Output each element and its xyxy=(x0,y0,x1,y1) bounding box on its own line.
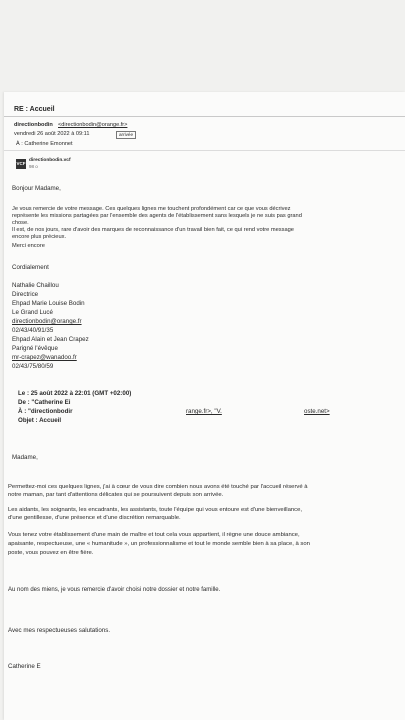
reply-line: Je vous remercie de votre message. Ces quelques lignes me touchent profondément car ce que vous décrivez xyxy=(12,206,291,212)
original-from: De : "Catherine Ei xyxy=(18,399,71,406)
reply-line: chose. xyxy=(12,220,29,226)
reply-line: Il est, de nos jours, rare d'avoir des marques de reconnaissance d'un travail bien fait, ce qui rend votre message xyxy=(12,227,294,233)
original-date: Le : 25 août 2022 à 22:01 (GMT +02:00) xyxy=(18,390,132,397)
original-line: Vous tenez votre établissement d'une main de maître et tout cela vous appartient, il règne une douce ambiance, xyxy=(8,532,300,538)
reply-line: Cordialement xyxy=(12,264,49,271)
signature-email-link[interactable]: mr-crapez@wanadoo.fr xyxy=(12,354,77,361)
signature-line: 02/43/40/91/35 xyxy=(12,327,54,334)
status-badge: arrivée xyxy=(116,131,136,139)
signature-line: Parigné l'évêque xyxy=(12,345,58,352)
original-subject: Objet : Accueil xyxy=(18,417,62,424)
signature-line: 02/43/75/80/59 xyxy=(12,363,54,370)
original-line: Avec mes respectueuses salutations. xyxy=(8,627,111,634)
email-subject: RE : Accueil xyxy=(14,106,55,113)
to-line: À : Catherine Emonnet xyxy=(16,141,73,147)
original-to: À : "directionbodir xyxy=(18,408,73,415)
reply-line: Merci encore xyxy=(12,243,45,249)
attachment-name[interactable]: directionbodin.vcf xyxy=(29,158,71,163)
original-line: apaisante, respectueuse, une « humanitude », un professionnalisme et tout le monde semble bien à sa place, à son xyxy=(8,541,310,547)
reply-line: représente les missions partagées par l'ensemble des agents de l'établissement sans lesquels je ne suis pas grand xyxy=(12,213,302,219)
email-date: vendredi 26 août 2022 à 09:11 xyxy=(14,131,90,137)
original-to-recipient: oste.net> xyxy=(304,408,330,415)
sender-name: directionbodin xyxy=(14,122,53,128)
original-line: d'une gentillesse, d'une présence et d'une discrétion remarquable. xyxy=(8,515,181,521)
signature-line: Ehpad Alain et Jean Crapez xyxy=(12,336,89,343)
divider xyxy=(4,116,405,117)
reply-line: encore plus précieux. xyxy=(12,234,67,240)
signature-line: Ehpad Marie Louise Bodin xyxy=(12,300,85,307)
email-printout xyxy=(4,92,405,720)
signature-line: Nathalie Chaillou xyxy=(12,282,59,289)
divider xyxy=(4,150,405,151)
original-line: Permettez-moi ces quelques lignes, j'ai à cœur de vous dire combien nous avons été touché par l'accueil réservé à xyxy=(8,484,308,490)
original-line: Au nom des miens, je vous remercie d'avoir choisi notre dossier et notre famille. xyxy=(8,587,221,593)
sender-email[interactable]: <directionbodin@orange.fr> xyxy=(58,122,128,128)
signature-line: Directrice xyxy=(12,291,39,298)
vcard-file-icon[interactable]: VCF xyxy=(16,159,26,169)
signature-email-link[interactable]: directionbodin@orange.fr xyxy=(12,318,82,325)
original-line: Madame, xyxy=(12,454,38,461)
original-signature: Catherine E xyxy=(8,663,41,670)
signature-line: Le Grand Lucé xyxy=(12,309,53,316)
reply-line: Bonjour Madame, xyxy=(12,185,61,192)
attachment-size: 98 o xyxy=(29,164,38,169)
original-line: Les aidants, les soignants, les encadrants, les assistants, toute l'équipe qui vous entoure est d'une bienveillance, xyxy=(8,507,303,513)
original-line: poste, vous pouvez en être fière. xyxy=(8,550,94,556)
original-line: notre maman, par tant d'attentions délicates qui se poursuivent depuis son arrivée. xyxy=(8,492,224,498)
original-to-recipient: range.fr>, "V. xyxy=(186,408,222,415)
